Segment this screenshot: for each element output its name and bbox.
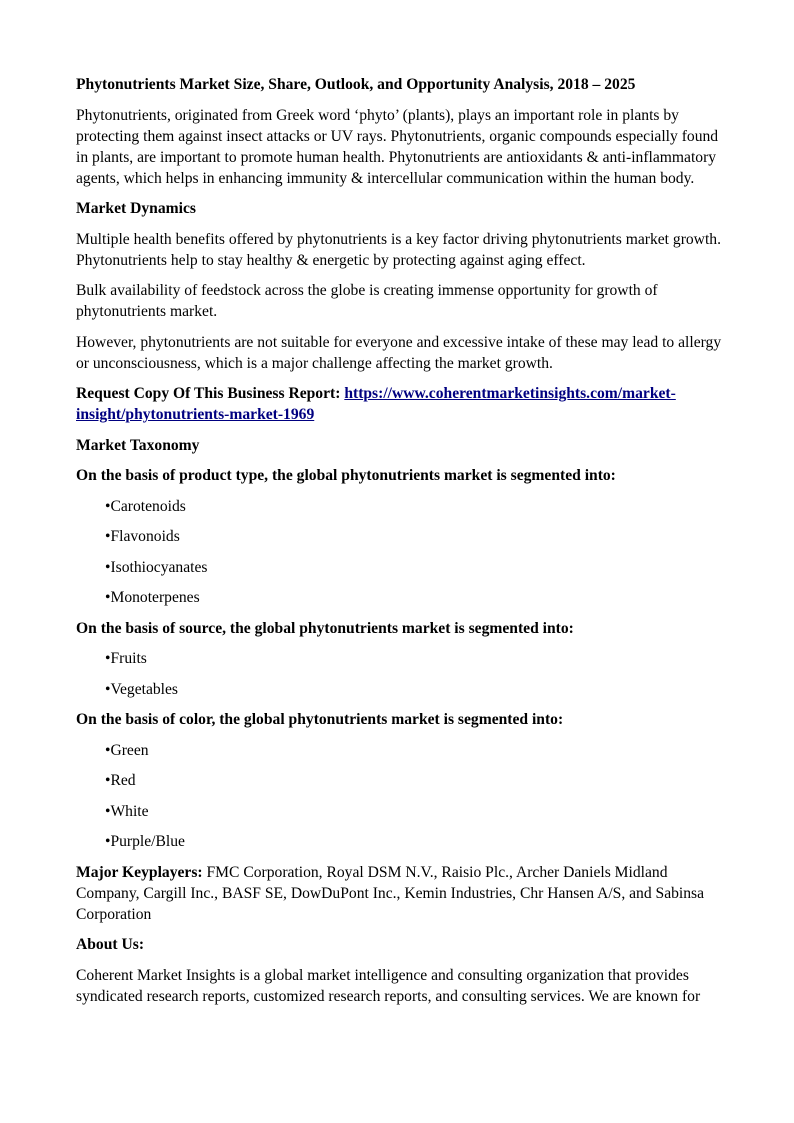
- keyplayers-label: Major Keyplayers:: [76, 863, 203, 881]
- list-item: •Flavonoids: [105, 528, 180, 545]
- market-dynamics-heading: Market Dynamics: [76, 200, 196, 217]
- dynamics-paragraph-3: However, phytonutrients are not suitable for everyone and excessive intake of these may lead to allergy or unconsciousness, which is a major challenge affecting the market growth.: [76, 333, 722, 372]
- product-type-heading: On the basis of product type, the global phytonutrients market is segmented into:: [76, 467, 616, 484]
- taxonomy-heading: Market Taxonomy: [76, 436, 200, 454]
- dynamics-paragraph-2: Bulk availability of feedstock across the globe is creating immense opportunity for growth of phytonutrients market.: [76, 282, 658, 320]
- dynamics-paragraph-1: Multiple health benefits offered by phytonutrients is a key factor driving phytonutrients market growth. Phytonutrients help to stay healthy & energetic by protecting against aging effect.: [76, 230, 721, 269]
- request-copy-line: [76, 383, 726, 425]
- request-copy-label: Request Copy Of This Business Report:: [76, 385, 341, 402]
- source-heading: On the basis of source, the global phytonutrients market is segmented into:: [76, 619, 574, 637]
- list-item: •Green: [105, 741, 149, 759]
- report-link[interactable]: https://www.coherentmarketinsights.com/market-insight/phytonutrients-market-1969: [76, 385, 676, 423]
- document-page: [76, 74, 726, 1016]
- list-item: •Monoterpenes: [105, 589, 200, 606]
- list-item: •Fruits: [105, 650, 147, 667]
- list-item: •Carotenoids: [105, 497, 186, 515]
- color-heading: On the basis of color, the global phytonutrients market is segmented into:: [76, 711, 564, 728]
- about-paragraph: Coherent Market Insights is a global market intelligence and consulting organization that provides syndicated research reports, customized research reports, and consulting services. We are known for: [76, 966, 701, 1005]
- about-heading: About Us:: [76, 936, 145, 953]
- list-item: •Red: [105, 772, 136, 789]
- list-item: •Purple/Blue: [105, 833, 185, 850]
- document-title: Phytonutrients Market Size, Share, Outlook, and Opportunity Analysis, 2018 – 2025: [76, 76, 636, 93]
- intro-paragraph: Phytonutrients, originated from Greek word ‘phyto’ (plants), plays an important role in plants by protecting them against insect attacks or UV rays. Phytonutrients, organic compounds especially found in plants, are important to promote human health. Phytonutrients are antioxidants & anti-inflammatory agents, which helps in enhancing immunity & intercellular communication within the human body.: [76, 106, 719, 187]
- list-item: •Isothiocyanates: [105, 558, 208, 576]
- list-item: •White: [105, 802, 149, 820]
- list-item: •Vegetables: [105, 680, 179, 698]
- keyplayers-paragraph: [76, 862, 726, 925]
- keyplayers-text: FMC Corporation, Royal DSM N.V., Raisio Plc., Archer Daniels Midland Company, Cargill Inc., BASF SE, DowDuPont Inc., Kemin Industries, Chr Hansen A/S, and Sabinsa Corporation: [76, 863, 705, 923]
